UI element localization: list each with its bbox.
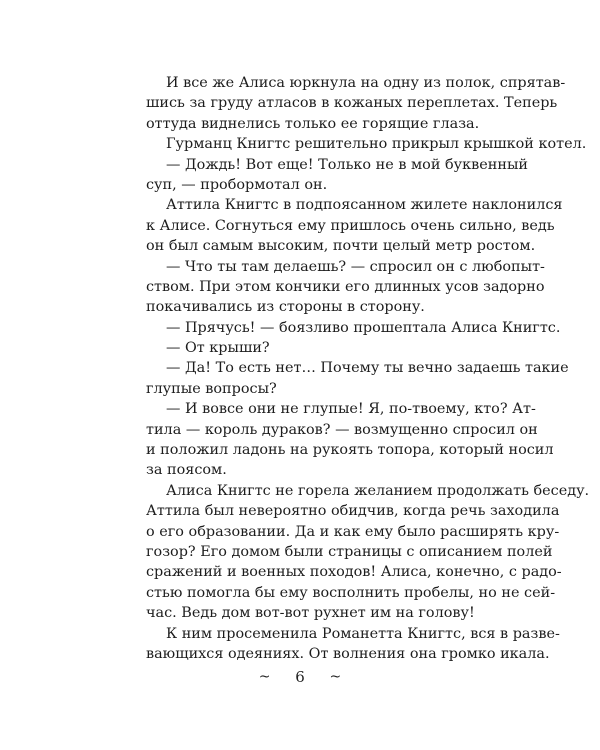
text-line: вающихся одеяниях. От волнения она громко икала. <box>146 645 550 662</box>
text-line: оттуда виднелись только ее горящие глаза. <box>146 115 480 132</box>
text-line: шись за груду атласов в кожаных переплетах. Теперь <box>146 95 558 112</box>
text-line: К ним просеменила Романетта Книгтс, вся в разве- <box>166 625 560 642</box>
text-line: — Да! То есть нет… Почему ты вечно задаешь такие <box>166 360 569 377</box>
text-line: — Дождь! Вот еще! Только не в мой буквенный <box>166 156 528 173</box>
text-line: глупые вопросы? <box>146 380 277 397</box>
left-ornament-icon: ~ <box>258 669 271 685</box>
text-line: И все же Алиса юркнула на одну из полок, спрятав- <box>166 75 566 91</box>
text-line: ством. При этом кончики его длинных усов задорно <box>146 278 545 295</box>
text-line: стью помогла бы ему восполнить пробелы, но не сей- <box>146 584 556 601</box>
text-line: покачивались из стороны в сторону. <box>146 299 425 316</box>
text-line: к Алисе. Согнуться ему пришлось очень сильно, ведь <box>146 217 555 234</box>
text-line: сражений и военных походов! Алиса, конечно, с радо- <box>146 564 562 581</box>
text-line: гозор? Его домом были страницы с описанием полей <box>146 543 553 560</box>
text-line: за поясом. <box>146 462 227 479</box>
body-text <box>146 73 590 664</box>
text-line: суп, — пробормотал он. <box>146 176 328 193</box>
text-line: — И вовсе они не глупые! Я, по-твоему, кто? Ат- <box>166 401 536 418</box>
text-line: тила — король дураков? — возмущенно спросил он <box>146 421 538 438</box>
page-footer <box>0 668 600 686</box>
page-number: 6 <box>295 668 305 686</box>
text-line: — Прячусь! — боязливо прошептала Алиса Книгтс. <box>166 319 561 336</box>
text-line: Аттила был невероятно обидчив, когда речь заходила <box>146 503 560 520</box>
text-line: — Что ты там делаешь? — спросил он с любопыт- <box>166 258 545 275</box>
text-line: Аттила Книгтс в подпоясанном жилете наклонился <box>166 197 563 214</box>
text-line: Гурманц Книгтс решительно прикрыл крышкой котел. <box>166 136 587 153</box>
text-line: — От крыши? <box>166 340 270 357</box>
text-line: он был самым высоким, почти целый метр ростом. <box>146 238 536 255</box>
text-line: и положил ладонь на рукоять топора, который носил <box>146 442 554 459</box>
right-ornament-icon: ~ <box>329 669 342 685</box>
text-line: час. Ведь дом вот-вот рухнет им на голову! <box>146 605 475 622</box>
text-line: о его образовании. Да и как ему было расширять кру- <box>146 523 560 540</box>
text-line: Алиса Книгтс не горела желанием продолжать беседу. <box>166 482 590 499</box>
